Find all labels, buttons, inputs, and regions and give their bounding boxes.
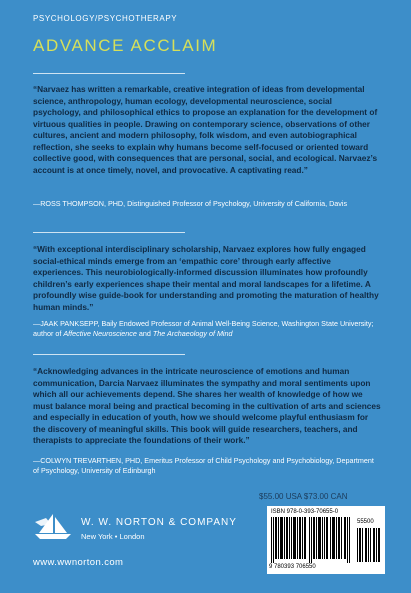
isbn-text: ISBN 978-0-393-70655-0 xyxy=(271,509,339,515)
barcode-box xyxy=(267,506,385,574)
divider xyxy=(33,354,185,355)
attribution-2 xyxy=(33,319,381,339)
quote-2 xyxy=(33,244,381,313)
sailing-ship-icon xyxy=(33,512,73,540)
attribution-3: —COLWYN TREVARTHEN, PHD, Emeritus Professor of Child Psychology and Psychobiology, Department of Psychology, University of Edinburgh xyxy=(33,456,374,475)
quote-2-text: “With exceptional interdisciplinary scholarship, Narvaez explores how fully engaged social-ethical minds emerge from an ‘empathic core’ through early affective experiences. This neurobiologically-informed discussion illuminates how profoundly children’s early experiences shape their mental and moral landscapes for a lifetime. A profoundly wise guide-book for understanding and promoting the maturation of healthy human minds.” xyxy=(33,244,379,312)
attribution-2-and: and xyxy=(136,329,153,338)
barcode-number: 9 780393 706550 xyxy=(269,564,316,570)
quote-1-text: “Narvaez has written a remarkable, creative integration of ideas from developmental science, anthropology, human ecology, developmental neuroscience, social psychology, and philosophical ethics to propose an explanation for the development of virtuous qualities in people. Drawing on contemporary science, observations of other cultures, ancient and modern philosophy, folk wisdom, and even autobiographical reflection, she seeks to explain why humans become self-focused or oriented toward collective good, with consequences that are personal, social, and ecological. Narvaez’s account is at once timely, novel, and provocative. A captivating read.” xyxy=(33,84,378,175)
divider xyxy=(33,232,185,233)
category-label: PSYCHOLOGY/PSYCHOTHERAPY xyxy=(33,14,178,23)
website-link[interactable]: www.wwnorton.com xyxy=(33,557,124,568)
book-title-1: Affective Neuroscience xyxy=(63,329,137,338)
attribution-1: —ROSS THOMPSON, PHD, Distinguished Professor of Psychology, University of California, Davis xyxy=(33,199,348,208)
barcode-addon: 55500 xyxy=(357,519,374,525)
divider xyxy=(33,73,185,74)
quote-3 xyxy=(33,366,381,447)
book-title-2: The Archaeology of Mind xyxy=(152,329,233,338)
addon-barcode-icon xyxy=(357,528,381,562)
publisher-name: W. W. NORTON & COMPANY xyxy=(81,517,237,528)
barcode-icon xyxy=(271,517,355,563)
quote-1 xyxy=(33,84,381,176)
quote-3-text: “Acknowledging advances in the intricate neuroscience of emotions and human communication, Darcia Narvaez illuminates the sympathy and moral sentiments upon which all our achievements depend. She shares her wealth of knowledge of how we must balance moral being and practical becoming in the cultivation of arts and sciences and especially in education of youth, how we should welcome playful enthusiasm for the discovery of meaningful skills. This book will guide researchers, teachers, and therapists to appreciate the foundations of their work.” xyxy=(33,366,381,445)
headline: ADVANCE ACCLAIM xyxy=(33,36,218,55)
price: $55.00 USA $73.00 CAN xyxy=(259,492,348,501)
attribution-2-prefix: —JAAK PANKSEPP, Baily Endowed Professor of Animal Well-Being Science, Washington State University; author of xyxy=(33,319,374,338)
publisher-cities: New York • London xyxy=(81,532,145,541)
